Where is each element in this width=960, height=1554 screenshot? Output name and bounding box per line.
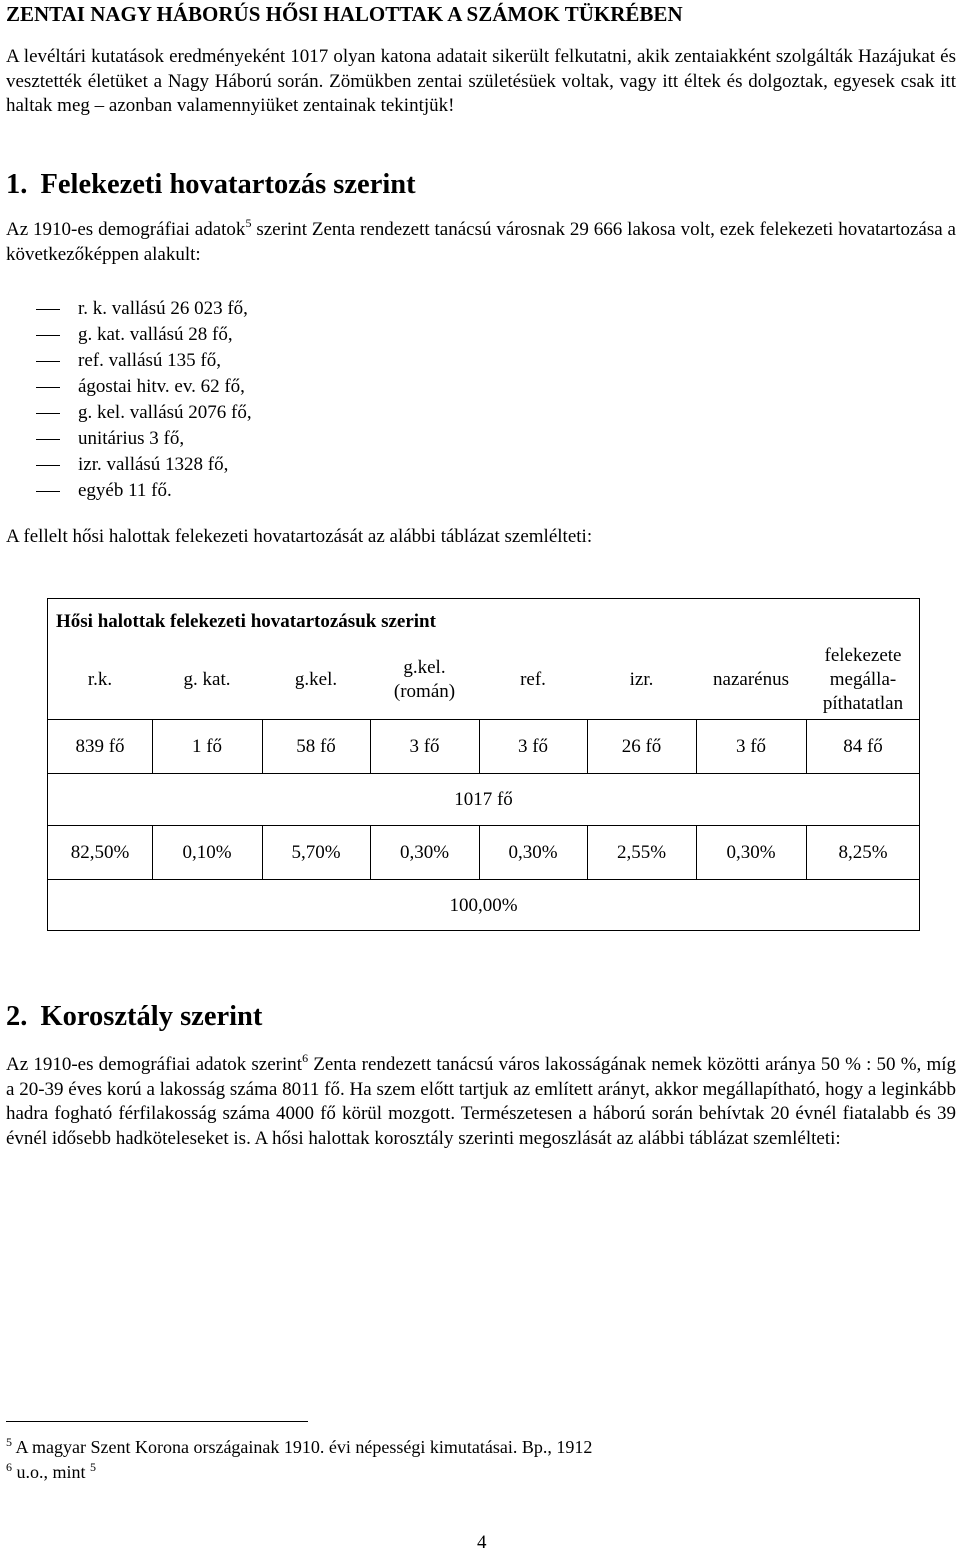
document-title: ZENTAI NAGY HÁBORÚS HŐSI HALOTTAK A SZÁMOK TÜKRÉBEN — [6, 2, 683, 26]
table-percent-cell: 5,70% — [262, 826, 371, 880]
table-count-cell: 1 fő — [152, 720, 263, 774]
footnote-text: u.o., mint — [12, 1462, 91, 1482]
table-count-cell: 839 fő — [48, 720, 153, 774]
table-total-percent: 100,00% — [449, 895, 518, 916]
section1-title: Felekezeti hovatartozás szerint — [40, 169, 416, 200]
dash-bullet-icon — [36, 413, 60, 414]
denomination-list — [36, 297, 252, 505]
section1-para-end: szerint Zenta rendezett tanácsú városnak 29 666 lakosa volt, ezek felekezeti hovatartozása a következőképpen alakult: — [6, 219, 956, 265]
table-header-cell: izr. — [629, 668, 654, 690]
table-caption: Hősi halottak felekezeti hovatartozásuk szerint — [56, 611, 436, 632]
table-intro: A fellelt hősi halottak felekezeti hovatartozását az alábbi táblázat szemlélteti: — [6, 526, 593, 547]
intro-paragraph: A levéltári kutatások eredményeként 1017 olyan katona adatait sikerült felkutatni, akik zentaiakként szolgálták Hazájukat és vesztették életüket a Nagy Háború során. Zömükben zentai születésüek voltak, vagy itt éltek és dolgoztak, egyesek csak itt haltak meg – azonban valamennyiüket zentainak tekintjük! — [6, 46, 956, 116]
table-header-cell: g.kel. (román) — [393, 656, 456, 702]
footnote-text: A magyar Szent Korona országainak 1910. évi népességi kimutatásai. Bp., 1912 — [12, 1437, 593, 1457]
table-total-count: 1017 fő — [454, 789, 513, 810]
footnote-6 — [6, 1460, 96, 1484]
section1-para-start: Az 1910-es demográfiai adatok — [6, 219, 246, 240]
section2-heading — [6, 1001, 263, 1032]
table-header-cell: g.kel. — [294, 668, 338, 690]
table-count-row — [48, 719, 919, 774]
table-header-cell: felekezete megálla- píthatatlan — [822, 644, 904, 714]
table-percent-cell: 0,30% — [370, 826, 480, 880]
list-item: egyéb 11 fő. — [36, 479, 252, 505]
footnote-trailing-mark: 5 — [90, 1460, 97, 1474]
table-percent-cell: 8,25% — [838, 842, 888, 863]
dash-bullet-icon — [36, 335, 60, 336]
table-count-cell: 84 fő — [843, 736, 883, 757]
table-percent-cell: 0,10% — [152, 826, 263, 880]
footnote-ref-6[interactable]: 6 — [302, 1051, 309, 1065]
section2-title: Korosztály szerint — [40, 1001, 263, 1032]
table-percent-cell: 82,50% — [48, 826, 153, 880]
list-item: ref. vallású 135 fő, — [36, 349, 252, 375]
footnote-mark: 5 — [6, 1435, 12, 1449]
section2-paragraph — [6, 1053, 956, 1151]
denomination-table — [47, 598, 920, 931]
table-header-cell: r.k. — [87, 668, 113, 690]
footnote-ref-5[interactable]: 5 — [245, 216, 252, 230]
table-header-cell: nazarénus — [713, 668, 789, 690]
table-count-cell: 58 fő — [262, 720, 371, 774]
table-percent-cell: 2,55% — [587, 826, 697, 880]
list-item: g. kat. vallású 28 fő, — [36, 323, 252, 349]
dash-bullet-icon — [36, 491, 60, 492]
section1-heading — [6, 169, 416, 200]
list-item: unitárius 3 fő, — [36, 427, 252, 453]
list-item: ágostai hitv. ev. 62 fő, — [36, 375, 252, 401]
list-item: izr. vallású 1328 fő, — [36, 453, 252, 479]
list-item: g. kel. vallású 2076 fő, — [36, 401, 252, 427]
list-item: r. k. vallású 26 023 fő, — [36, 297, 252, 323]
dash-bullet-icon — [36, 387, 60, 388]
section1-paragraph — [6, 218, 956, 267]
table-header-row — [48, 643, 919, 716]
dash-bullet-icon — [36, 309, 60, 310]
table-percent-cell: 0,30% — [696, 826, 807, 880]
table-count-cell: 3 fő — [696, 720, 807, 774]
table-percent-row — [48, 825, 919, 880]
table-total-percent-row — [48, 879, 919, 932]
table-count-cell: 3 fő — [479, 720, 588, 774]
section1-number: 1. — [6, 169, 28, 200]
table-count-cell: 3 fő — [370, 720, 480, 774]
table-total-count-row — [48, 773, 919, 826]
section2-number: 2. — [6, 1001, 28, 1032]
table-header-cell: ref. — [520, 668, 546, 690]
table-percent-cell: 0,30% — [479, 826, 588, 880]
table-count-cell: 26 fő — [587, 720, 697, 774]
dash-bullet-icon — [36, 361, 60, 362]
footnote-5 — [6, 1435, 592, 1459]
page-number: 4 — [477, 1532, 487, 1553]
footnote-separator — [6, 1421, 308, 1422]
section2-para-end: Zenta rendezett tanácsú város lakosságának nemek közötti aránya 50 % : 50 %, míg a 20-39 éves korú a lakosság száma 8011 fő. Ha szem előtt tartjuk az említett arányt, akkor megállapítható, hogy a leginkább hadra fogható férfilakosság száma 4000 fő körül mozgott. Természetesen a háború során behívtak 20 évnél fiatalabb és 39 évnél idősebb hadköteleseket is. A hősi halottak korosztály szerinti megoszlását az alábbi táblázat szemlélteti: — [6, 1054, 956, 1149]
section2-para-start: Az 1910-es demográfiai adatok szerint — [6, 1054, 303, 1075]
dash-bullet-icon — [36, 465, 60, 466]
dash-bullet-icon — [36, 439, 60, 440]
table-header-cell: g. kat. — [183, 668, 231, 690]
footnote-mark: 6 — [6, 1460, 12, 1474]
